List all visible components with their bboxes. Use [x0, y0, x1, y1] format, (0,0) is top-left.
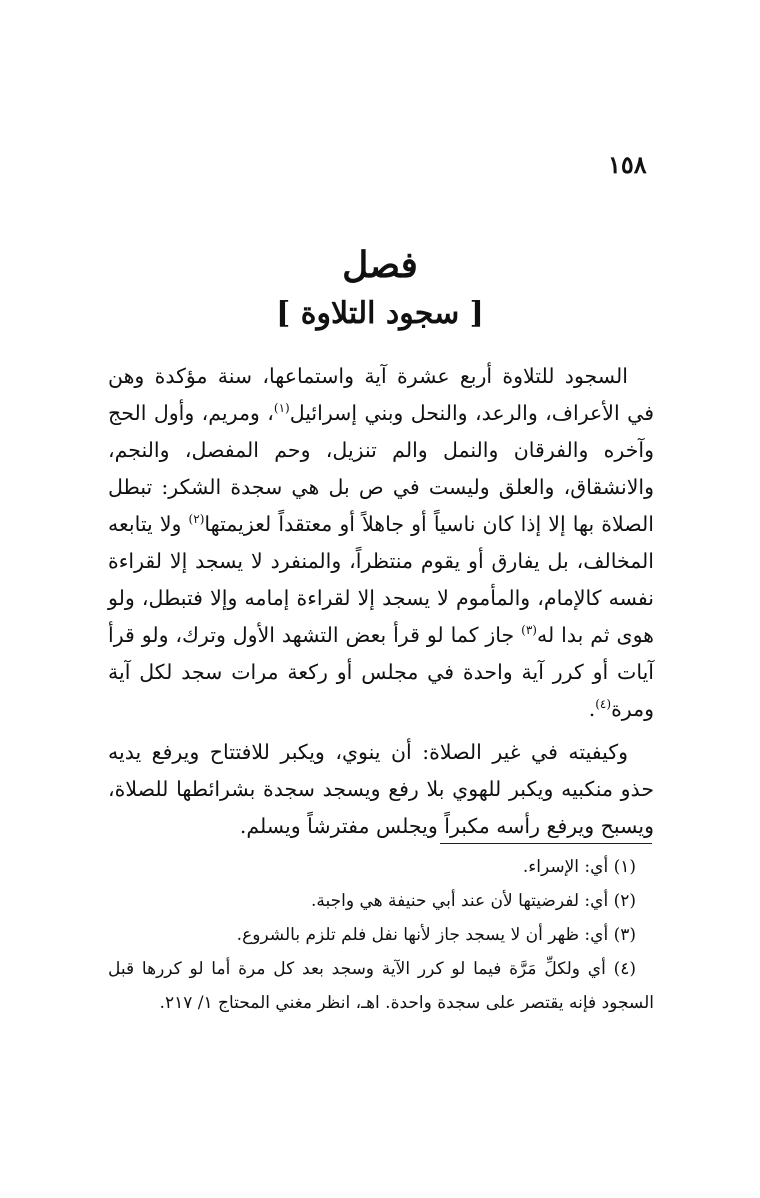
footnote-1: (١) أي: الإسراء.: [522, 857, 636, 877]
page-number: ١٥٨: [608, 150, 647, 179]
footnote-mark: (٣): [521, 623, 537, 638]
footnotes: [108, 850, 654, 1020]
section-title: [ سجود التلاوة ]: [276, 296, 484, 331]
text-segment: ، ومريم، وأول الحج وآخره والفرقان والنمل والم تنزيل، وحم المفصل، والنجم، والانشقاق، والعلق وليست في ص بل هي سجدة الشكر: تبطل الصلاة بها إلا إذا كان ناسياً أو جاهلاً أو معتقداً لعزيمتها: [108, 401, 655, 536]
text-segment: ولا يتابعه المخالف، بل يفارق أو يقوم منتظراً، والمنفرد لا يسجد إلا لقراءة نفسه كالإمام، والمأموم لا يسجد إلا لقراءة إمامه وإلا فتبطل، ولو هوى ثم بدا له: [108, 512, 654, 647]
paragraph-method: وكيفيته في غير الصلاة: أن ينوي، ويكبر للافتتاح ويرفع يديه حذو منكبيه ويكبر للهوي بلا رفع ويسجد سجدة بشرائطها للصلاة، ويسبح ويرفع رأسه مكبراً ويجلس مفترشاً ويسلم.: [108, 740, 654, 838]
footnote-mark: (٢): [188, 512, 205, 527]
footnote-3: (٣) أي: ظهر أن لا يسجد جاز لأنها نفل فلم تلزم بالشروع.: [236, 925, 636, 945]
footnote-2: (٢) أي: لفرضيتها لأن عند أبي حنيفة هي واجبة.: [311, 891, 636, 911]
footnote-separator: [440, 843, 652, 844]
footnote-4: (٤) أي ولكلِّ مَرَّة فيما لو كرر الآية وسجد بعد كل مرة أما لو كررها قبل السجود فإنه يقتصر على سجدة واحدة. اهـ، انظر مغني المحتاج ١/ ٢١٧.: [108, 959, 654, 1013]
text-segment: السجود للتلاوة أربع عشرة آية واستماعها، سنة مؤكدة وهن في الأعراف، والرعد، والنحل وبني إسرائيل: [108, 364, 654, 425]
paragraph-recitation-prostration: [108, 358, 654, 728]
text-segment: .: [588, 697, 596, 721]
footnote-mark: (٤): [595, 697, 612, 712]
main-text: [108, 358, 654, 845]
text-segment: جاز كما لو قرأ بعض التشهد الأول وترك، ولو قرأ آيات أو كرر آية واحدة في مجلس أو ركعة مرات سجد لكل آية ومرة: [108, 623, 654, 721]
chapter-title: فصل: [342, 244, 418, 286]
footnote-mark: (١): [273, 401, 290, 416]
